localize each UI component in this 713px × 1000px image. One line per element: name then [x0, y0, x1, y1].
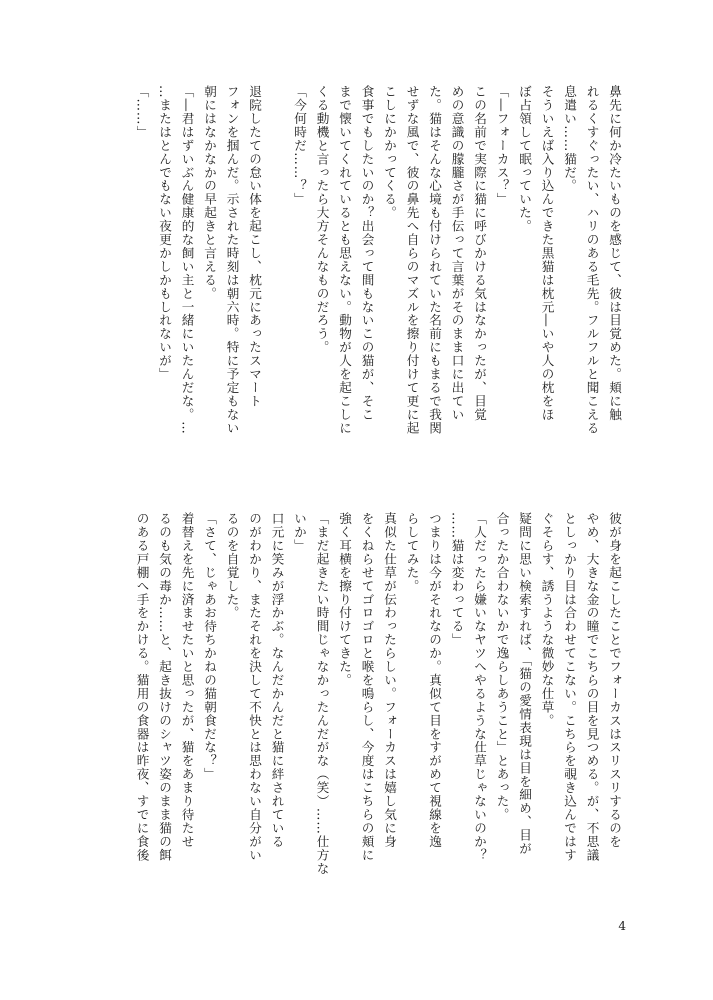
text-line: この名前で実際に猫に呼びかける気はなかったが、目覚 — [472, 85, 487, 422]
text-line: るのを自覚した。 — [224, 512, 240, 620]
text-line: 合ったか合わないかで逸らしあうこと」とあった。 — [494, 512, 510, 822]
text-line: 息遣い……猫だ。 — [562, 85, 577, 193]
text-line: ぐそらす、誘うような微妙な仕草。 — [539, 512, 555, 728]
text-line: 「―君はずいぶん健康的な飼い主と一緒にいたんだな。… — [179, 85, 195, 435]
text-line: 「さて、じゃあお待ちかねの猫朝食だな？」 — [202, 512, 217, 781]
text-line: ぼ占領して眠っていた。 — [517, 85, 532, 233]
text-line: 食事でもしたいのか？出会って間もないこの猫が、そこ — [359, 85, 375, 422]
text-line: 強く耳横を擦り付けてきた。 — [337, 512, 352, 687]
page-number: 4 — [618, 919, 626, 933]
text-line: としっかり目は合わせてこない。こちらを覗き込んではす — [562, 512, 577, 862]
text-line: いか」 — [292, 512, 307, 553]
text-line: 鼻先に何か冷たいものを感じて、彼は目覚めた。頬に触 — [607, 85, 622, 422]
lower-text-block — [65, 512, 625, 912]
text-line: るのも気の毒か……と、起き抜けのシャツ姿のまま猫の餌 — [157, 512, 172, 862]
text-line: くる動機と言ったら大方そんなものだろう。 — [314, 85, 330, 354]
text-line: 「今何時だ……？」 — [292, 85, 307, 207]
text-line — [265, 85, 288, 485]
text-line: た。猫はそんな心境も付けられていた名前にもまるで我関 — [427, 85, 442, 435]
text-line: 着替えを先に済ませたいと思ったが、猫をあまり待たせ — [179, 512, 195, 849]
text-line: フォンを掴んだ。示された時刻は朝六時。特に予定もない — [224, 85, 240, 435]
text-line: 退院したての怠い体を起こし、枕元にあったスマート — [247, 85, 262, 408]
text-line: 真似た仕草が伝わったらしい。フォーカスは嬉し気に身 — [382, 512, 397, 849]
text-line: 彼が身を起こしたことでフォーカスはスリスリするのを — [607, 512, 622, 849]
text-line: 口元に笑みが浮かぶ。なんだかんだと猫に絆されている — [269, 512, 285, 849]
text-line: そういえば入り込んできた黒猫は枕元―いや人の枕をほ — [539, 85, 555, 422]
text-line: …またはとんでもない夜更かしかもしれないが」 — [157, 85, 172, 381]
text-line: つまりは今がそれなのか。真似て目をすがめて視線を逸 — [427, 512, 442, 849]
text-line: 「……」 — [134, 85, 150, 139]
text-line: こしにかかってくる。 — [382, 85, 397, 220]
text-line: めの意識の朦朧さが手伝って言葉がそのまま口に出てい — [449, 85, 465, 422]
text-line: のある戸棚へ手をかける。猫用の食器は昨夜、すでに食後 — [134, 512, 150, 862]
text-line: まで懐いてくれているとも思えない。動物が人を起こしに — [337, 85, 352, 435]
text-line: らしてみた。 — [404, 512, 420, 593]
text-line: のがわかり、またそれを決して不快とは思わない自分がい — [247, 512, 262, 862]
text-line: 朝にはなかなかの早起きと言える。 — [202, 85, 217, 301]
text-line: やめ、大きな金の瞳でこちらの目を見つめる。が、不思議 — [584, 512, 600, 862]
text-line: れるくすぐったい、ハリのある毛先。フルフルと聞こえる — [584, 85, 600, 435]
text-line: 「―フォーカス？」 — [494, 85, 510, 207]
text-line: 「人だったら嫌いなヤツへやるような仕草じゃないのか？ — [472, 512, 487, 862]
text-line: をくねらせてゴロゴロと喉を鳴らし、今度はこちらの頬に — [359, 512, 375, 862]
text-line: 「まだ起きたい時間じゃなかったんだがな（笑）……仕方な — [314, 512, 330, 876]
text-line: 疑問に思い検索すれば、「猫の愛情表現は目を細め、目が — [517, 512, 532, 856]
text-line: ……猫は変わってる」 — [449, 512, 465, 647]
text-line: せずな風で、彼の鼻先へ自らのマズルを擦り付けて更に起 — [404, 85, 420, 435]
upper-text-block — [65, 85, 625, 485]
